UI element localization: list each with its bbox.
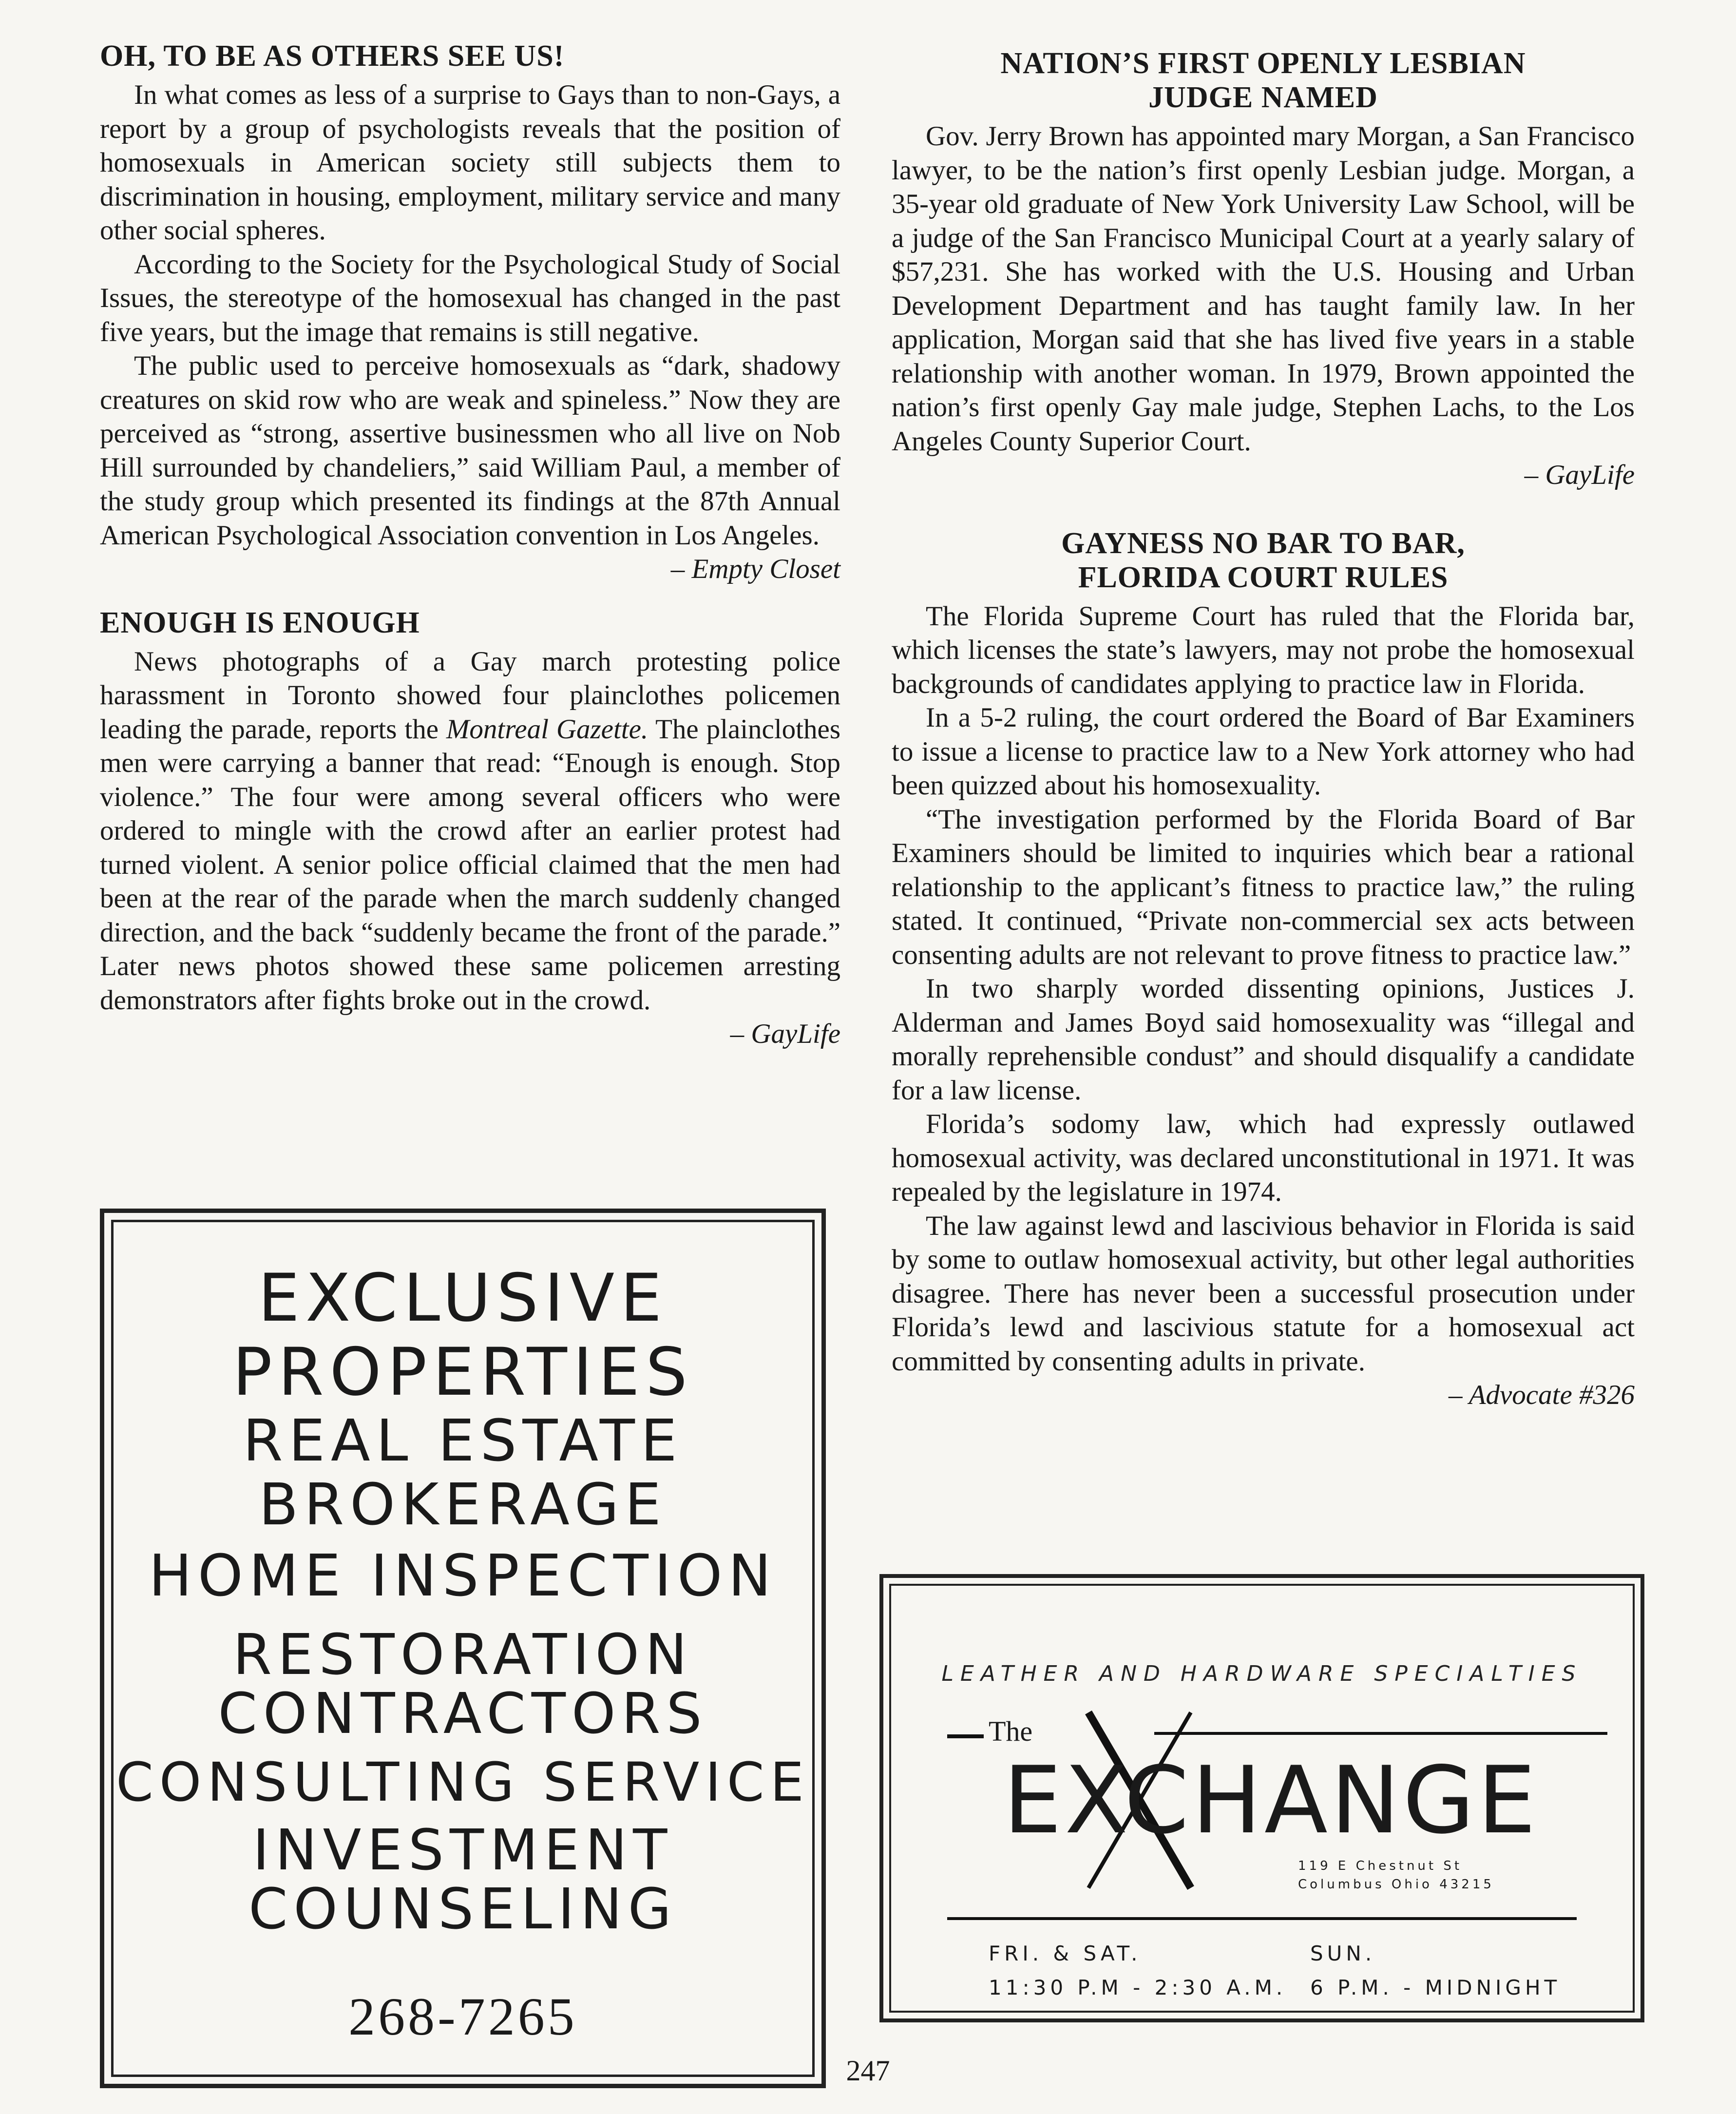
ad-inner-frame: [889, 1584, 1635, 2013]
ad-exclusive-properties: [100, 1209, 826, 2088]
divider: [1154, 1732, 1607, 1735]
ad-line: INVESTMENT: [252, 1818, 673, 1883]
headline-line: NATION’S FIRST OPENLY LESBIAN: [1000, 47, 1526, 80]
article-florida-court: [892, 526, 1635, 1412]
article-source: – Advocate #326: [1448, 1380, 1635, 1410]
ad-line: CONTRACTORS: [218, 1681, 708, 1747]
article-paragraph: The law against lewd and lascivious behavior in Florida is said by some to outlaw homosexual activity, but other legal authorities disagree. There has never been a successful prosecution under Florida’s lewd and lascivious statute for a homosexual act committed by consenting adults in private.: [892, 1210, 1635, 1377]
divider: [947, 1734, 984, 1738]
article-paragraph: [100, 645, 840, 1018]
article-enough-is-enough: [100, 606, 840, 1051]
article-source: – GayLife: [730, 1019, 840, 1049]
headline-line: FLORIDA COURT RULES: [1078, 560, 1449, 594]
hours-label: SUN.: [1310, 1941, 1376, 1965]
ad-address-line: Columbus Ohio 43215: [1298, 1877, 1494, 1892]
article-paragraph: Florida’s sodomy law, which had expressly outlawed homosexual activity, was declared unconstitutional in 1971. It was repealed by the legislature in 1974.: [892, 1109, 1635, 1207]
ad-the-exchange: [879, 1574, 1644, 2022]
hours-value: 11:30 P.M - 2:30 A.M.: [989, 1976, 1287, 1999]
ad-tagline: LEATHER AND HARDWARE SPECIALTIES: [941, 1661, 1583, 1686]
left-column: [100, 39, 840, 1071]
ad-line: REAL ESTATE: [243, 1406, 683, 1474]
headline-line: GAYNESS NO BAR TO BAR,: [1061, 526, 1465, 560]
ad-text-block: [114, 1222, 812, 1942]
ad-line: HOME INSPECTION: [149, 1542, 777, 1610]
page-number: 247: [846, 2055, 890, 2087]
article-paragraph: “The investigation performed by the Florida Board of Bar Examiners should be limited to inquiries which bear a rational relationship to the applicant’s fitness to practice law,” the ruling stated. It continued, “Private non-commercial sex acts between consenting adults are not relevant to prove fitness to practice law.”: [892, 804, 1635, 970]
ad-address-line: 119 E Chestnut St: [1298, 1859, 1463, 1873]
ad-line: EXCLUSIVE: [258, 1260, 668, 1336]
article-paragraph: In a 5-2 ruling, the court ordered the Board of Bar Examiners to issue a license to practice law to a New York attorney who had been quizzed about his homosexuality.: [892, 702, 1635, 801]
right-column: [892, 46, 1635, 1432]
article-headline: ENOUGH IS ENOUGH: [100, 606, 420, 639]
ad-the-word: The: [989, 1715, 1033, 1747]
article-paragraph: The Florida Supreme Court has ruled that the Florida bar, which licenses the state’s lawyers, may not probe the homosexual backgrounds of candidates applying to practice law in Florida.: [892, 600, 1635, 699]
article-lesbian-judge: [892, 46, 1635, 492]
ad-phone-number: 268-7265: [348, 1987, 577, 2046]
hours-label: FRI. & SAT.: [989, 1941, 1142, 1965]
publication-name: Montreal Gazette.: [446, 713, 649, 745]
article-source: – Empty Closet: [670, 554, 840, 584]
paragraph-text: The plainclothes men were carrying a banner that read: “Enough is enough. Stop violence.” The four were among several officers who were ordered to mingle with the crowd after an earlier protest had turned violent. A senior police official claimed that the men had been at the rear of the parade when the march suddenly changed direction, and the back “suddenly became the front of the parade.” Later news photos showed these same policemen arresting demonstrators after fights broke out in the crowd.: [100, 713, 840, 1016]
paragraph-text: News photographs of a Gay march protesting police harassment in Toronto showed four plainclothes policemen leading the parade, reports the: [100, 646, 840, 745]
article-paragraph: The public used to perceive homosexuals as “dark, shadowy creatures on skid row who are weak and spineless.” Now they are perceived as “strong, assertive businessmen who all live on Nob Hill surrounded by chandeliers,” said William Paul, a member of the study group which presented its findings at the 87th Annual American Psychological Association convention in Los Angeles.: [100, 350, 840, 551]
hours-value: 6 P.M. - MIDNIGHT: [1310, 1976, 1561, 1999]
ad-line: BROKERAGE: [259, 1471, 667, 1538]
ad-line: CONSULTING SERVICE: [115, 1750, 810, 1813]
headline-line: JUDGE NAMED: [1148, 81, 1378, 114]
article-paragraph: According to the Society for the Psychological Study of Social Issues, the stereotype of the homosexual has changed in the past five years, but the image that remains is still negative.: [100, 249, 840, 347]
article-paragraph: Gov. Jerry Brown has appointed mary Morgan, a San Francisco lawyer, to be the nation’s first openly Lesbian judge. Morgan, a 35-year old graduate of New York University Law School, will be a judge of the San Francisco Municipal Court at a yearly salary of $57,231. She has worked with the U.S. Housing and Urban Development Department and has taught family law. In her application, Morgan said that she has lived five years in a stable relationship with another woman. In 1979, Brown appointed the nation’s first openly Gay male judge, Stephen Lachs, to the Los Angeles County Superior Court.: [892, 121, 1635, 457]
article-others-see-us: [100, 39, 840, 586]
article-headline: [892, 46, 1635, 115]
ad-business-name: EXCHANGE: [1003, 1747, 1539, 1854]
ad-line: COUNSELING: [248, 1876, 677, 1942]
ad-inner-frame: [111, 1220, 815, 2077]
divider: [947, 1917, 1577, 1920]
article-paragraph: In two sharply worded dissenting opinions, Justices J. Alderman and James Boyd said homosexuality was “illegal and morally reprehensible condust” and should disqualify a candidate for a law license.: [892, 973, 1635, 1106]
article-headline: [892, 526, 1635, 595]
ad-line: PROPERTIES: [232, 1333, 693, 1410]
article-paragraph: In what comes as less of a surprise to Gays than to non-Gays, a report by a group of psychologists reveals that the position of homosexuals in American society still subjects them to discrimination in housing, employment, military service and many other social spheres.: [100, 79, 840, 246]
article-headline: OH, TO BE AS OTHERS SEE US!: [100, 39, 565, 73]
article-source: – GayLife: [1524, 460, 1635, 490]
ad-line: RESTORATION: [232, 1622, 693, 1688]
